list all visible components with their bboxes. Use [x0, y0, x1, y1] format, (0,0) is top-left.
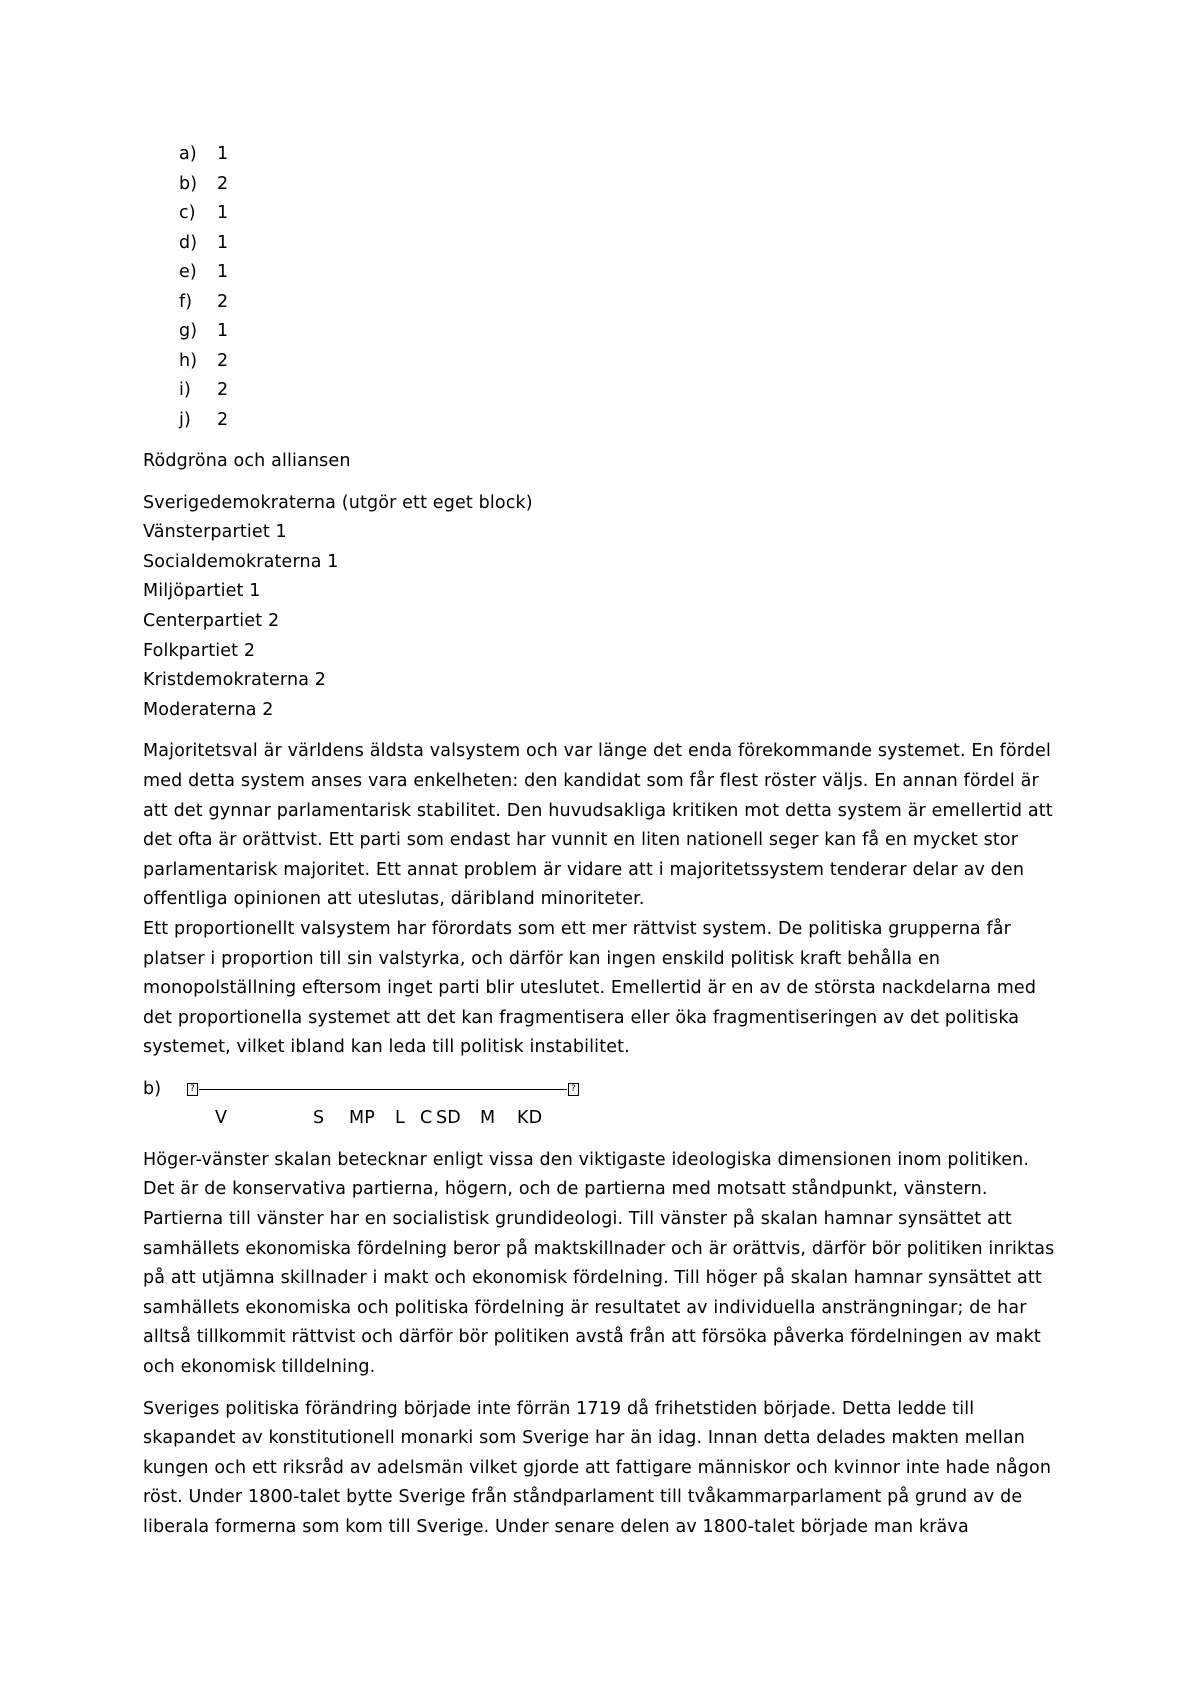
scale-party-m: M — [480, 1107, 496, 1128]
list-item — [179, 140, 1063, 170]
list-item — [179, 199, 1063, 229]
paragraph-history: Sveriges politiska förändring började inte förrän 1719 då frihetstiden började. Detta ledde till skapandet av konstitutionell monarki som Sverige har än idag. Innan detta delades makten mellan kungen och ett riksråd av adelsmän vilket gjorde att fattigare människor och kvinnor inte hade någon röst. Under 1800-talet bytte Sverige från ståndparlament till tvåkammarparlament på grund av de liberala formerna som kom till Sverige. Under senare delen av 1800-talet började man kräva — [143, 1398, 1052, 1537]
list-item — [179, 258, 1063, 288]
answer-letter: b) — [179, 173, 198, 194]
scale-party-kd: KD — [517, 1107, 543, 1128]
scale-label: b) — [143, 1078, 162, 1099]
party-line: Sverigedemokraterna (utgör ett eget block) — [143, 492, 533, 513]
answer-letter: c) — [179, 203, 196, 223]
answer-letter: i) — [179, 380, 191, 400]
answer-value: 1 — [217, 144, 229, 164]
left-right-scale — [143, 1075, 1063, 1104]
list-item — [179, 288, 1063, 318]
scale-party-v: V — [215, 1107, 228, 1128]
party-line: Centerpartiet 2 — [143, 610, 280, 631]
blocks-heading: Rödgröna och alliansen — [143, 451, 351, 471]
paragraph-majority: Majoritetsval är världens äldsta valsystem och var länge det enda förekommande systemet. En fördel med detta system anses vara enkelheten: den kandidat som får flest röster väljs. En annan fördel är att det gynnar parlamentarisk stabilitet. Den huvudsakliga kritiken mot detta system är emellertid att det ofta är orättvist. Ett parti som endast har vunnit en liten nationell seger kan få en mycket stor parlamentarisk majoritet. Ett annat problem är vidare att i majoritetssystem tenderar delar av den offentliga opinionen att uteslutas, däribland minoriteter. — [143, 741, 1053, 910]
document-page — [143, 140, 1063, 1543]
scale-party-sd: SD — [436, 1107, 461, 1128]
answer-value: 1 — [217, 321, 229, 341]
scale-start-marker: ? — [187, 1083, 198, 1096]
answer-value: 2 — [217, 173, 229, 194]
answer-value: 2 — [217, 291, 229, 312]
scale-party-s: S — [313, 1107, 325, 1128]
answer-value: 2 — [217, 409, 229, 430]
answer-letter: f) — [179, 291, 193, 312]
paragraph-proportional: Ett proportionellt valsystem har förordats som ett mer rättvist system. De politiska grupperna får platser i proportion till sin valstyrka, och därför kan ingen enskild politisk kraft behålla en monopolställning eftersom inget parti blir uteslutet. Emellertid är en av de största nackdelarna med det proportionella systemet att det kan fragmentisera eller öka fragmentiseringen av det politiska systemet, vilket ibland kan leda till politisk instabilitet. — [143, 918, 1037, 1058]
answer-letter: j) — [179, 409, 191, 430]
party-line: Miljöpartiet 1 — [143, 581, 261, 602]
list-item — [179, 406, 1063, 436]
list-item — [179, 347, 1063, 377]
answer-value: 1 — [217, 203, 229, 223]
scale-line — [199, 1089, 567, 1090]
answer-list — [179, 140, 1063, 435]
party-line: Kristdemokraterna 2 — [143, 670, 327, 691]
paragraph-left-right: Höger-vänster skalan betecknar enligt vissa den viktigaste ideologiska dimensionen inom politiken. Det är de konservativa partierna, högern, och de partierna med motsatt ståndpunkt, vänstern. Partierna till vänster har en socialistisk grundideologi. Till vänster på skalan hamnar synsättet att samhällets ekonomiska fördelning beror på maktskillnader och är orättvis, därför bör politiken inriktas på att utjämna skillnader i makt och ekonomisk fördelning. Till höger på skalan hamnar synsättet att samhällets ekonomiska och politiska fördelning är resultatet av individuella ansträngningar; de har alltså tillkommit rättvist och därför bör politiken avstå från att försöka påverka fördelningen av makt och ekonomisk tilldelning. — [143, 1149, 1055, 1378]
answer-value: 2 — [217, 380, 229, 400]
scale-end-marker: ? — [568, 1083, 579, 1096]
party-line: Moderaterna 2 — [143, 699, 274, 720]
scale-party-c: C — [420, 1107, 433, 1128]
party-line: Folkpartiet 2 — [143, 640, 256, 661]
answer-letter: h) — [179, 350, 198, 371]
scale-party-l: L — [395, 1107, 405, 1128]
list-item — [179, 229, 1063, 259]
list-item — [179, 376, 1063, 406]
answer-letter: g) — [179, 321, 198, 341]
party-list — [143, 489, 1063, 726]
scale-party-labels — [143, 1104, 1063, 1134]
scale-party-mp: MP — [349, 1107, 375, 1128]
answer-letter: d) — [179, 232, 198, 253]
list-item — [179, 170, 1063, 200]
answer-value: 2 — [217, 350, 229, 371]
answer-value: 1 — [217, 262, 229, 282]
answer-value: 1 — [217, 232, 229, 253]
answer-letter: a) — [179, 144, 197, 164]
party-line: Socialdemokraterna 1 — [143, 551, 339, 572]
answer-letter: e) — [179, 262, 197, 282]
list-item — [179, 317, 1063, 347]
party-line: Vänsterpartiet 1 — [143, 522, 287, 543]
